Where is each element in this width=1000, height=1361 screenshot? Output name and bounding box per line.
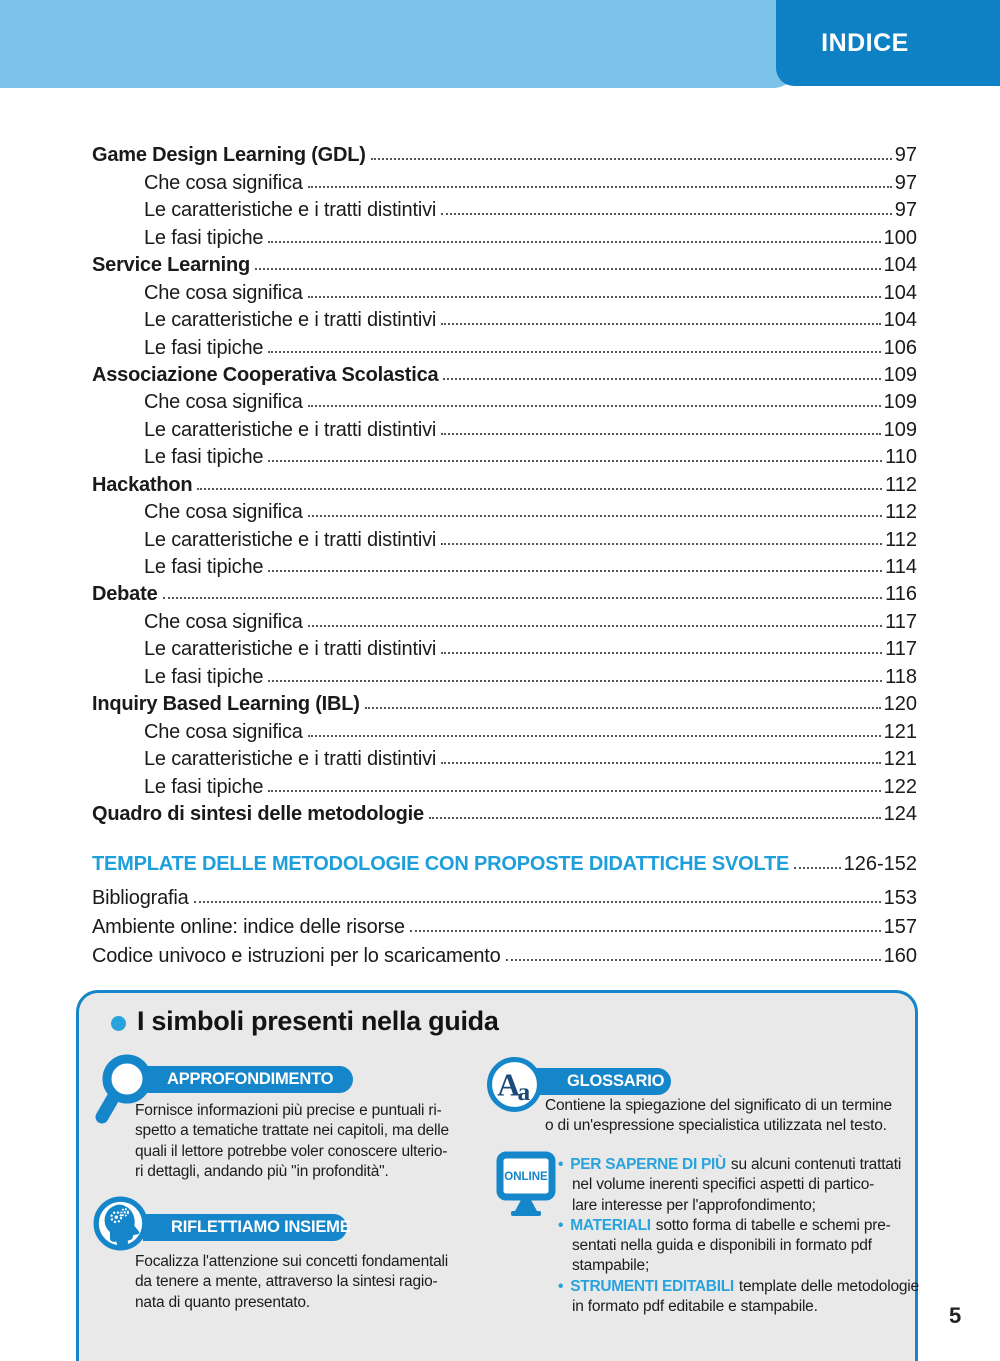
toc-closing-entries [92,882,917,969]
bullet-continuation-line: stampabile; [572,1257,650,1275]
toc-page-number: 160 [883,944,917,967]
toc-page-number: 112 [885,501,917,524]
toc-page-number: 114 [885,556,917,578]
toc-label: Quadro di sintesi delle metodologie [92,802,424,825]
toc-label: Le fasi tipiche [144,446,264,469]
toc-row-template-section [92,849,917,877]
head-gears-icon [93,1196,148,1251]
dotted-leader [410,930,881,932]
toc-page-number: 124 [883,802,917,825]
dotted-leader [441,652,882,654]
riflettiamo-text [135,1252,491,1313]
online-label: ONLINE [504,1171,548,1183]
approfondimento-text [135,1101,491,1182]
toc-row [92,717,917,744]
toc-label: Hackathon [92,473,193,496]
dotted-leader [308,515,882,517]
chapter-tab-label: INDICE [821,28,909,57]
Aa-icon [486,1056,543,1113]
text-line: da tenere a mente, attraverso la sintesi ragio- [135,1273,438,1291]
bullet-icon: • [558,1156,564,1173]
toc-page-number: 109 [883,418,917,441]
toc-page-number: 120 [883,693,917,716]
toc-label: Associazione Cooperativa Scolastica [92,363,439,386]
monitor-icon [496,1151,556,1221]
toc-row [92,580,917,607]
toc-row [92,306,917,333]
text-line: Fornisce informazioni più precise e puntuali ri- [135,1102,442,1119]
toc-row [92,141,917,168]
toc-label: Le fasi tipiche [144,556,264,578]
bullet-lead: PER SAPERNE DI PIÙ [570,1156,726,1173]
toc-label: Codice univoco e istruzioni per lo scaricamento [92,944,501,967]
toc-row [92,196,917,223]
toc-label: Le fasi tipiche [144,226,264,249]
dotted-leader [268,790,880,792]
toc-label: Le caratteristiche e i tratti distintivi [144,309,437,332]
toc-label: Le caratteristiche e i tratti distintivi [144,528,437,551]
dotted-leader [308,296,881,298]
dotted-leader [794,867,840,869]
bullet-icon: • [558,1216,564,1234]
toc-row [92,745,917,772]
symbols-box-title-text: I simboli presenti nella guida [137,1006,499,1036]
toc-page-number: 122 [883,775,917,798]
toc-page-number: 97 [894,171,917,194]
toc-row [92,498,917,525]
dotted-leader [308,405,881,407]
toc-label: Le caratteristiche e i tratti distintivi [144,418,437,441]
toc-label: Le caratteristiche e i tratti distintivi [144,748,437,771]
toc-entries [92,141,917,827]
bullet-icon: • [558,1277,564,1295]
riflettiamo-badge [143,1214,351,1241]
dotted-leader [255,268,881,270]
glossario-label: GLOSSARIO [567,1072,665,1090]
toc-page-number: 104 [883,254,917,277]
toc-label: TEMPLATE DELLE METODOLOGIE CON PROPOSTE DIDATTICHE SVOLTE [92,852,790,875]
approfondimento-label: APPROFONDIMENTO [167,1070,334,1088]
toc-page-number: 121 [883,720,917,743]
toc-label: Che cosa significa [144,501,303,524]
toc-row [92,415,917,442]
text-line: Contiene la spiegazione del significato di un termine [545,1097,892,1114]
toc-label: Le caratteristiche e i tratti distintivi [144,199,437,222]
glossario-badge [537,1068,671,1095]
dotted-leader [441,762,881,764]
toc-label: Game Design Learning (GDL) [92,144,366,167]
toc-label: Le fasi tipiche [144,775,264,798]
text-line: spetto a tematiche trattate nei capitoli, ma delle [135,1122,449,1140]
approfondimento-badge [139,1066,353,1093]
toc-page-number: 112 [885,473,917,496]
toc-page-number: 100 [883,226,917,249]
dotted-leader [268,680,882,682]
dotted-leader [441,213,892,215]
toc-page-number: 117 [885,610,917,633]
toc-page-number: 112 [885,528,917,551]
page-number: 5 [949,1303,962,1328]
text-line: ri dettagli, andando più "in profondità". [135,1162,389,1180]
online-bullet-list [558,1155,920,1317]
dotted-leader [429,817,881,819]
toc-label: Che cosa significa [144,610,303,633]
dotted-leader [308,186,892,188]
toc-row [92,278,917,305]
text-line: nata di quanto presentato. [135,1293,310,1311]
toc-page-number: 126-152 [843,852,917,875]
dotted-leader [194,901,881,903]
toc-page-number: 106 [883,336,917,359]
bullet-line: • PER SAPERNE DI PIÙ su alcuni contenuti trattati [558,1156,902,1173]
toc-page-number: 118 [885,665,917,688]
toc-row [92,800,917,827]
toc-label: Bibliografia [92,886,189,909]
dotted-leader [197,488,882,490]
dotted-leader [163,597,883,599]
bullet-line: • STRUMENTI EDITABILI template delle metodologie [558,1277,919,1295]
bullet-continuation-line: lare interesse per l'approfondimento; [572,1196,816,1214]
dotted-leader [371,158,892,160]
dotted-leader [365,707,881,709]
dotted-leader [308,625,882,627]
dotted-leader [441,543,882,545]
dotted-leader [268,570,882,572]
dotted-leader [441,433,881,435]
table-of-contents [92,141,917,969]
toc-label: Ambiente online: indice delle risorse [92,915,405,938]
toc-label: Che cosa significa [144,720,303,743]
toc-row [92,223,917,250]
toc-row [92,690,917,717]
toc-label: Che cosa significa [144,171,303,194]
symbols-box-title [111,1006,499,1037]
chapter-tab [776,0,1000,86]
toc-row [92,333,917,360]
dotted-leader [441,323,881,325]
toc-label: Le fasi tipiche [144,336,264,359]
dotted-leader [268,241,880,243]
toc-row [92,882,917,911]
bullet-line: • MATERIALI sotto forma di tabelle e schemi pre- [558,1216,891,1234]
riflettiamo-label: RIFLETTIAMO INSIEME [171,1218,351,1236]
bullet-continuation-line: nel volume inerenti specifici aspetti di partico- [572,1176,875,1194]
toc-page-number: 104 [883,281,917,304]
toc-label: Le caratteristiche e i tratti distintivi [144,638,437,661]
bullet-dot-icon [111,1016,126,1031]
symbols-box [76,990,918,1361]
bullet-lead: STRUMENTI EDITABILI [570,1277,734,1295]
toc-page-number: 104 [883,309,917,332]
toc-page-number: 117 [885,638,917,661]
dotted-leader [268,460,882,462]
toc-row [92,525,917,552]
dotted-leader [268,351,880,353]
text-line: quali il lettore potrebbe voler conoscere ulterio- [135,1142,448,1160]
toc-row [92,470,917,497]
dotted-leader [443,378,880,380]
toc-label: Inquiry Based Learning (IBL) [92,693,360,716]
dotted-leader [308,735,881,737]
toc-row [92,361,917,388]
bullet-lead: MATERIALI [570,1216,651,1234]
toc-label: Debate [92,583,158,606]
toc-page-number: 157 [883,915,917,938]
svg-text:a: a [517,1076,531,1106]
toc-label: Che cosa significa [144,391,303,414]
toc-label: Che cosa significa [144,281,303,304]
header-band [0,0,799,88]
toc-page-number: 97 [894,144,917,167]
svg-text:A: A [497,1067,520,1103]
toc-page-number: 153 [883,886,917,909]
toc-page-number: 109 [883,391,917,414]
dotted-leader [506,959,881,961]
toc-page-number: 121 [883,748,917,771]
toc-row [92,607,917,634]
toc-row [92,388,917,415]
toc-row [92,940,917,969]
toc-row [92,168,917,195]
toc-page-number: 116 [885,583,917,606]
toc-row [92,635,917,662]
text-line: Focalizza l'attenzione sui concetti fondamentali [135,1253,449,1270]
bullet-continuation-line: in formato pdf editabile e stampabile. [572,1298,818,1316]
toc-page-number: 109 [883,363,917,386]
toc-row [92,553,917,580]
toc-row [92,772,917,799]
toc-page-number: 110 [885,446,917,469]
toc-row [92,662,917,689]
text-line: o di un'espressione specialistica utilizzata nel testo. [545,1117,887,1135]
toc-label: Service Learning [92,254,250,277]
glossario-text [545,1096,917,1137]
toc-row [92,911,917,940]
toc-label: Le fasi tipiche [144,665,264,688]
toc-page-number: 97 [894,199,917,222]
toc-row [92,443,917,470]
toc-row [92,251,917,278]
bullet-continuation-line: sentati nella guida e disponibili in formato pdf [572,1237,872,1255]
